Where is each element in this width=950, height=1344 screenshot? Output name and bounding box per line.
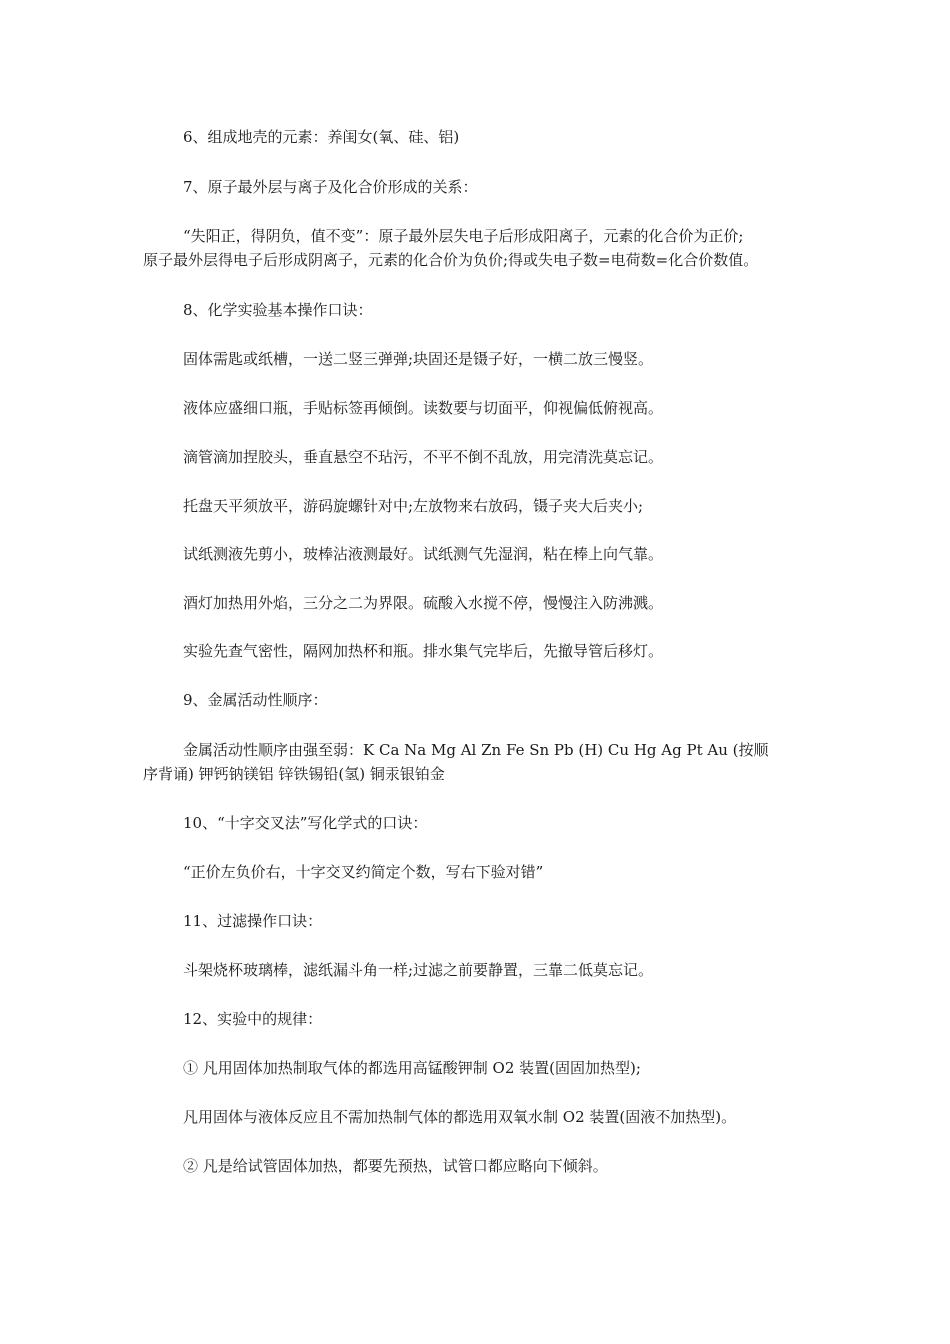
- item-6-crust-elements: 6、组成地壳的元素：养闺女(氧、硅、铝): [183, 128, 460, 146]
- rule-1-solid-heating: ① 凡用固体加热制取气体的都选用高锰酸钾制 O2 装置(固固加热型);: [183, 1059, 641, 1077]
- item-7-heading: 7、原子最外层与离子及化合价形成的关系：: [183, 178, 478, 196]
- rhyme-test-paper: 试纸测液先剪小，玻棒沾液测最好。试纸测气先湿润，粘在棒上向气靠。: [183, 545, 664, 563]
- cross-method-rhyme: “正价左负价右，十字交叉约简定个数，写右下验对错”: [183, 863, 544, 881]
- item-7-rule-line-2: 原子最外层得电子后形成阴离子，元素的化合价为负价;得或失电子数=电荷数=化合价数值。: [143, 251, 759, 269]
- rhyme-dropper: 滴管滴加捏胶头，垂直悬空不玷污，不平不倒不乱放，用完清洗莫忘记。: [183, 448, 664, 466]
- rhyme-alcohol-lamp: 酒灯加热用外焰，三分之二为界限。硫酸入水搅不停，慢慢注入防沸溅。: [183, 594, 664, 612]
- rule-2-tube-heating: ② 凡是给试管固体加热，都要先预热，试管口都应略向下倾斜。: [183, 1157, 608, 1175]
- item-8-heading: 8、化学实验基本操作口诀：: [183, 301, 373, 319]
- item-9-heading: 9、金属活动性顺序：: [183, 691, 328, 709]
- rhyme-experiment: 实验先查气密性，隔网加热杯和瓶。排水集气完毕后，先撤导管后移灯。: [183, 642, 664, 660]
- metal-activity-line-1: 金属活动性顺序由强至弱：K Ca Na Mg Al Zn Fe Sn Pb (H) Cu Hg Ag Pt Au (按顺: [183, 741, 769, 759]
- rhyme-balance: 托盘天平须放平，游码旋螺针对中;左放物来右放码，镊子夹大后夹小;: [183, 497, 644, 515]
- filtration-rhyme: 斗架烧杯玻璃棒，滤纸漏斗角一样;过滤之前要静置，三靠二低莫忘记。: [183, 961, 654, 979]
- metal-activity-line-2: 序背诵) 钾钙钠镁铝 锌铁锡铅(氢) 铜汞银铂金: [143, 765, 445, 783]
- item-11-heading: 11、过滤操作口诀：: [183, 912, 323, 930]
- item-7-rule-line-1: “失阳正，得阴负，值不变”：原子最外层失电子后形成阳离子，元素的化合价为正价;: [183, 227, 744, 245]
- item-12-heading: 12、实验中的规律：: [183, 1010, 323, 1028]
- rule-1-solid-liquid: 凡用固体与液体反应且不需加热制气体的都选用双氧水制 O2 装置(固液不加热型)。: [183, 1108, 737, 1126]
- rhyme-solid: 固体需匙或纸槽，一送二竖三弹弹;块固还是镊子好，一横二放三慢竖。: [183, 350, 654, 368]
- rhyme-liquid: 液体应盛细口瓶，手贴标签再倾倒。读数要与切面平，仰视偏低俯视高。: [183, 399, 664, 417]
- item-10-heading: 10、“十字交叉法”写化学式的口诀：: [183, 814, 428, 832]
